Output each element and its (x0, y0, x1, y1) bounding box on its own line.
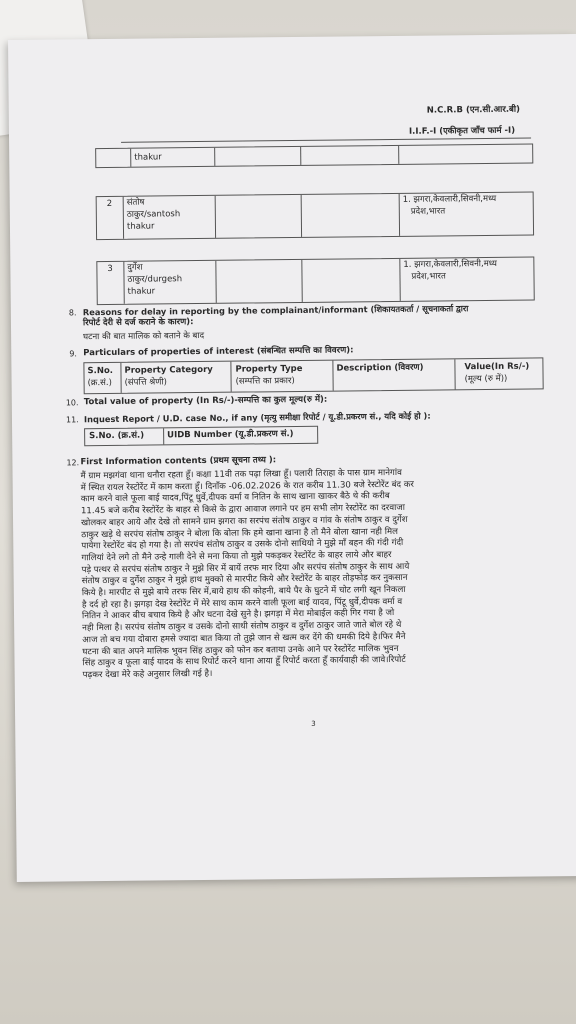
accused-name-line-1: संतोष (126, 197, 145, 208)
accused-name-line-3: thakur (127, 286, 156, 297)
section-9-number: 9. (69, 349, 77, 359)
accused-name-line-2: ठाकुर/santosh (126, 209, 181, 220)
col-property-category-hi: (संपत्ति श्रेणी) (124, 377, 168, 388)
accused-name-line-2: ठाकुर/durgesh (127, 274, 183, 285)
col-property-type: Property Type (235, 363, 303, 375)
section-12-heading: First Information contents (प्रथम सूचना तथ्य ): (80, 455, 277, 468)
delay-reason-value: घटना की बात मालिक को बताने के बाद (83, 330, 205, 343)
fir-line: पायेगा रेस्टोरेंट बंद हो गया है। तो सरपंच संतोष ठाकुर व उसके दोनो साथियो ने मुझे माँ बहन की गंदी गंदी (81, 538, 404, 552)
fir-line: घटना की बात अपने मालिक भुवन सिंह ठाकुर को फोन कर बताया उनके आने पर रेस्टोरेंट मालिक भुवन (82, 643, 399, 657)
fir-line: नितिन ने आकर बीच बचाव किये है और घटना देखे सुने है। झगड़ा में मेरा मोबाईल कही गिर गया है जो (81, 608, 395, 622)
fir-line: सिंह ठाकुर व फूला बाई यादव के साथ रिपोर्ट करने थाना आया हूँ रिपोर्ट करता हूँ कार्यवाही की जावे।रिपोर्ट (82, 655, 406, 669)
fir-line: में स्थित रायल रेस्टोरेंट में काम करता हूँ। दिनाँक -06.02.2026 के रात करीब 11.30 बजे रेस्टोरेंट बंद कर (80, 479, 414, 493)
section-8-heading-cont: रिपोर्ट देरी से दर्ज कराने के कारण): (82, 317, 194, 329)
section-11-number: 11. (65, 415, 79, 425)
fir-line: खोलकर बाहर आये और देखे तो सामने ग्राम झगरा का सरपंच संतोष ठाकुर व गांव के संतोष ठाकुर व दुर्गेश (81, 514, 408, 529)
accused-name-line-1: दुर्गेश (127, 262, 143, 273)
col-sno-hi: (क्र.सं.) (87, 377, 112, 389)
page-number: 3 (311, 719, 316, 728)
accused-address-line-1: 1. झगरा,केवलारी,सिवनी,मध्य (403, 258, 497, 270)
col-value: Value(In Rs/-) (464, 361, 530, 373)
accused-name-line-3: thakur (126, 221, 155, 232)
section-8-heading: Reasons for delay in reporting by the complainant/informant (शिकायतकर्ता / सूचनाकर्ता द्वारा (82, 303, 469, 318)
section-11-heading: Inquest Report / U.D. case No., if any (मृत्यु समीक्षा रिपोर्ट / यू.डी.प्रकरण सं., यदि कोई हो ): (83, 410, 431, 425)
document-page (8, 34, 576, 882)
section-10-number: 10. (65, 398, 79, 408)
accused-address-line-2: प्रदेश,भारत (410, 206, 446, 217)
col-sno: S.No. (क्र.सं.) (89, 430, 145, 442)
property-table (83, 357, 543, 394)
fir-line: पड़े पत्थर से सरपंच संतोष ठाकुर ने मुझे सिर में बायें तरफ मार दिया और सरपंच संतोष ठाकुर के साथ आये (81, 561, 410, 575)
col-property-category: Property Category (124, 364, 213, 376)
section-12-number: 12. (66, 458, 80, 468)
fir-line: ठाकुर खड़े थे सरपंच संतोष ठाकुर ने बोला कि बोला कि हमे खाना खाना है तो मैने बोला खाना नही मिल (81, 526, 398, 540)
fir-line: आज तो बच गया दोबारा हमसे ज्यादा बात किया तो तुझे जान से खत्म कर देंगे की धमकी दिये है।फिर मैने (82, 631, 406, 646)
fir-line: किये है। मारपीट से मुझे बाये तरफ सिर में,बाये हाथ की कोहनी, बाये पैर के घुटने में चोट लगी खून निकला (81, 584, 406, 599)
fir-line: पढ़कर देखा मेरे कहे अनुसार लिखी गई है। (82, 668, 213, 681)
col-property-type-hi: (सम्पत्ति का प्रकार) (235, 376, 295, 387)
section-10-heading: Total value of property (In Rs/-)-सम्पत्ति का कुल मूल्य(रु में): (83, 394, 328, 408)
section-9-heading: Particulars of properties of interest (संबन्धित सम्पत्ति का विवरण): (83, 345, 354, 359)
fir-line: मैं ग्राम मझगंवा थाना धनौरा रहता हूँ। कक्षा 11वी तक पढ़ा लिखा हूँ। पलारी तिराहा के पास ग्राम मानेगांव (80, 467, 402, 482)
fir-line: संतोष ठाकुर व दुर्गेश ठाकुर ने मुझे हाथ मुक्को से मारपीट किये और रेस्टोरेंट के बाहर तोड़फोड़ कर नुकसान (81, 573, 408, 587)
accused-address-line-2: प्रदेश,भारत (411, 271, 446, 282)
accused-serial: 2 (106, 198, 113, 209)
col-description: Description (विवरण) (336, 362, 424, 374)
fir-line: नही मिला है। सरपंच संतोष ठाकुर व उसके दोनो साथी संतोष ठाकुर व दुर्गेश ठाकुर जाते जाते बोल रहे थे (82, 620, 402, 634)
fir-contents (81, 468, 416, 682)
accused-row-3 (96, 257, 534, 306)
header-rule (121, 138, 531, 143)
form-title: I.I.F.-I (एकीकृत जाँच फार्म -I) (408, 125, 516, 137)
accused-serial: 3 (107, 263, 113, 274)
accused-row-0 (95, 144, 533, 169)
ncrb-header: N.C.R.B (एन.सी.आर.बी) (426, 104, 521, 116)
section-8-number: 8. (68, 308, 77, 318)
accused-name: thakur (134, 152, 162, 163)
col-value-hi: (मूल्य (रु में)) (464, 373, 508, 385)
col-uidb-number: UIDB Number (यू.डी.प्रकरण सं.) (167, 429, 294, 441)
fir-line: है दर्द हो रहा है। झगड़ा देख रेस्टोरेंट में मेरे साथ काम करने वाली फूला बाई यादव, पिंटू धुर्वे,दीपक वर्मा व (81, 596, 403, 610)
fir-line: 11.45 बजे करीब रेस्टोरेंट के बाहर से किसे के द्वारा आवाज लगाने पर हम सभी लोग रेस्टोरेंट का दरवाजा (80, 502, 405, 517)
fir-line: काम करने वाले फूला बाई यादव,पिंटू धुर्वे,दीपक वर्मा व नितिन के साथ खाना खाकर बैठे थे की करीब (80, 491, 390, 505)
fir-line: गालियां देने लगे तो मैने उन्हे गाली देने से मना किया तो मुझे पकड़कर रेस्टोरेंट के बाहर लाये और बाहर (81, 549, 392, 564)
accused-address-line-1: 1. झगरा,केवलारी,सिवनी,मध्य (402, 193, 497, 205)
inquest-table (84, 426, 318, 446)
accused-row-2 (96, 192, 534, 241)
col-sno: S.No. (87, 365, 114, 377)
